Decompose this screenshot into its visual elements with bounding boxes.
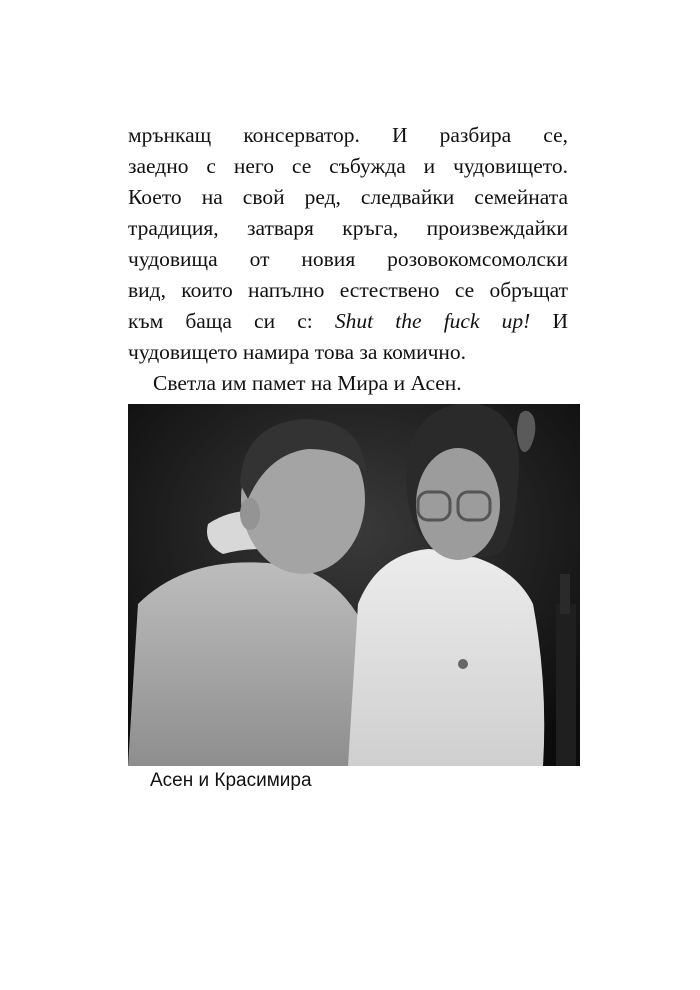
body-text bbox=[128, 120, 568, 399]
text-line: вид, които напълно естествено се обръщат bbox=[128, 278, 568, 302]
text-line: чудовища от новия розовокомсомолски bbox=[128, 247, 568, 271]
photo-illustration bbox=[128, 404, 580, 766]
photo-caption: Асен и Красимира bbox=[150, 770, 312, 791]
dedication-line: Светла им памет на Мира и Асен. bbox=[153, 371, 462, 395]
text-line: традиция, затваря кръга, произвеждайки bbox=[128, 216, 568, 240]
text-line: чудовището намира това за комично. bbox=[128, 340, 467, 364]
text-line bbox=[128, 306, 568, 337]
text-line: заедно с него се събужда и чудовището. bbox=[128, 154, 568, 178]
italic-quote: Shut the fuck up! bbox=[334, 309, 531, 333]
text-segment: И bbox=[530, 309, 568, 333]
text-line: Което на свой ред, следвайки семейната bbox=[128, 185, 568, 209]
photo-asen-and-krasimira bbox=[128, 404, 580, 766]
text-segment: към баща си с: bbox=[128, 309, 335, 333]
text-line: мрънкащ консерватор. И разбира се, bbox=[128, 123, 568, 147]
